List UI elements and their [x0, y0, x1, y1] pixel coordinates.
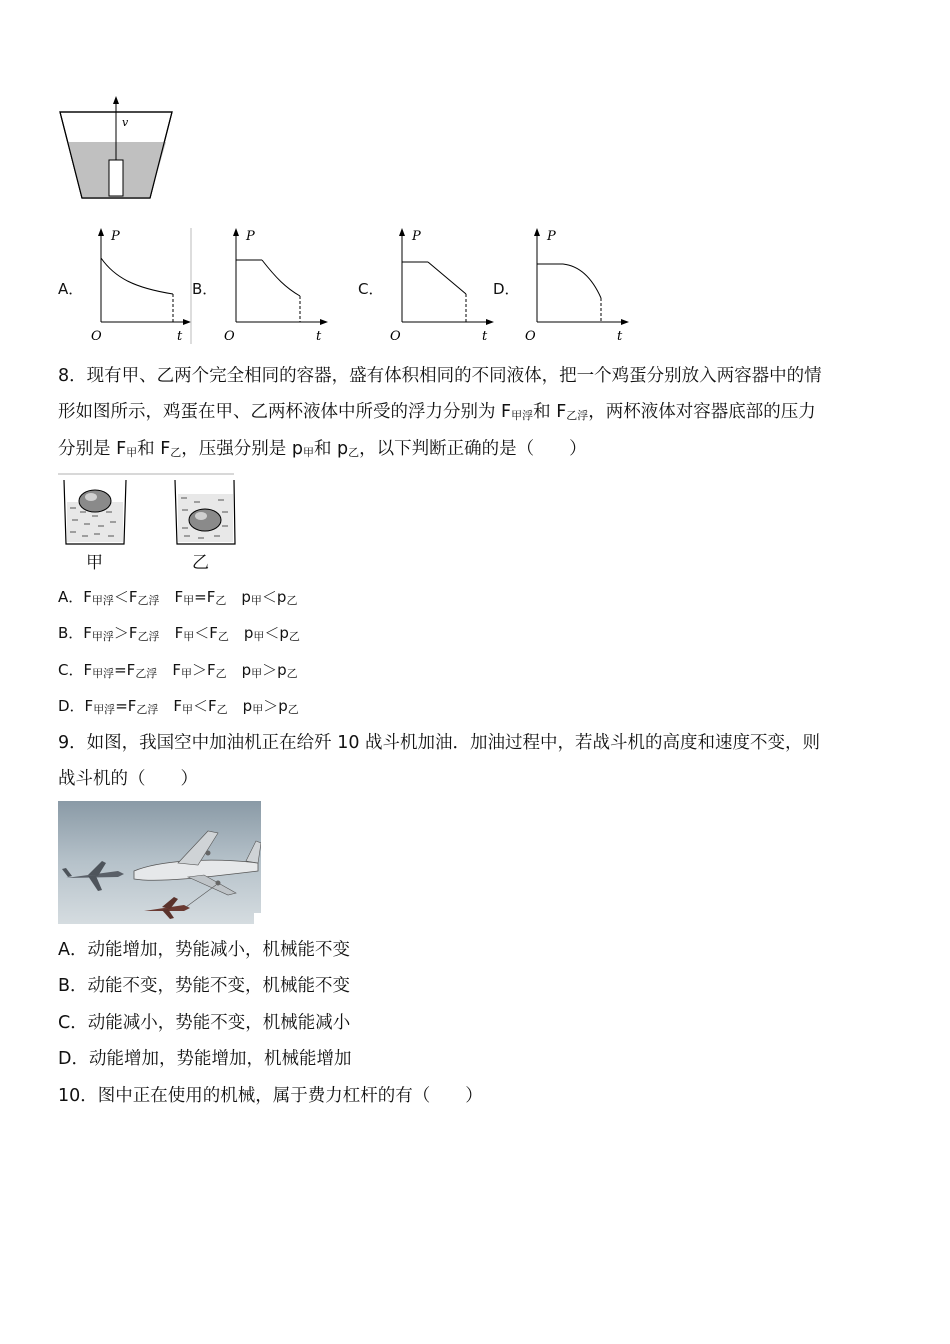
q8-line-1: 8．现有甲、乙两个完全相同的容器，盛有体积相同的不同液体，把一个鸡蛋分别放入两容器中的情	[58, 366, 822, 386]
q8-option-b[interactable]: B．F甲浮＞F乙浮 F甲＜F乙 p甲＜p乙	[58, 624, 300, 643]
q8-line-3: 分别是 F甲和 F乙，压强分别是 p甲和 p乙，以下判断正确的是（ ）	[58, 439, 587, 459]
beaker-label-left: 甲	[86, 553, 103, 573]
q8-line-2: 形如图所示，鸡蛋在甲、乙两杯液体中所受的浮力分别为 F甲浮和 F乙浮，两杯液体对容器底部的压力	[58, 402, 816, 422]
origin-label: O	[91, 329, 102, 344]
refueling-photo	[58, 801, 261, 924]
axis-y-label: P	[246, 229, 255, 244]
axis-x-label: t	[482, 329, 488, 344]
q7-option-a-label: A．	[58, 280, 84, 298]
axis-y-label: P	[547, 229, 556, 244]
axis-x-label: t	[177, 329, 183, 344]
axis-y-label: P	[111, 229, 120, 244]
q8-option-c[interactable]: C．F甲浮=F乙浮 F甲＞F乙 p甲＞p乙	[58, 661, 298, 680]
q9-option-c[interactable]: C．动能减小，势能不变，机械能减小	[58, 1013, 351, 1033]
q7-graph-d	[521, 226, 633, 346]
axis-x-label: t	[316, 329, 322, 344]
q9-line-2: 战斗机的（ ）	[58, 769, 198, 789]
origin-label: O	[224, 329, 235, 344]
origin-label: O	[390, 329, 401, 344]
velocity-label: v	[122, 116, 129, 129]
container-figure	[58, 92, 178, 202]
q8-option-d[interactable]: D．F甲浮=F乙浮 F甲＜F乙 p甲＞p乙	[58, 697, 299, 716]
axis-x-label: t	[617, 329, 623, 344]
axis-y-label: P	[412, 229, 421, 244]
q7-option-b-label: B．	[192, 280, 218, 298]
q8-option-a[interactable]: A．F甲浮＜F乙浮 F甲=F乙 p甲＜p乙	[58, 588, 298, 607]
q9-option-d[interactable]: D．动能增加，势能增加，机械能增加	[58, 1049, 352, 1069]
q7-graph-a	[85, 226, 193, 346]
q9-option-a[interactable]: A．动能增加，势能减小，机械能不变	[58, 940, 350, 960]
q7-option-d-label: D．	[493, 280, 520, 298]
beaker-label-right: 乙	[192, 553, 209, 573]
q7-graph-b	[220, 226, 332, 346]
origin-label: O	[525, 329, 536, 344]
q10-line-1: 10．图中正在使用的机械，属于费力杠杆的有（ ）	[58, 1086, 483, 1106]
q7-option-c-label: C．	[358, 280, 384, 298]
q9-line-1: 9．如图，我国空中加油机正在给歼 10 战斗机加油．加油过程中，若战斗机的高度和速度不变，则	[58, 733, 821, 753]
q9-option-b[interactable]: B．动能不变，势能不变，机械能不变	[58, 976, 351, 996]
beakers-figure	[58, 472, 236, 572]
q7-graph-c	[386, 226, 498, 346]
